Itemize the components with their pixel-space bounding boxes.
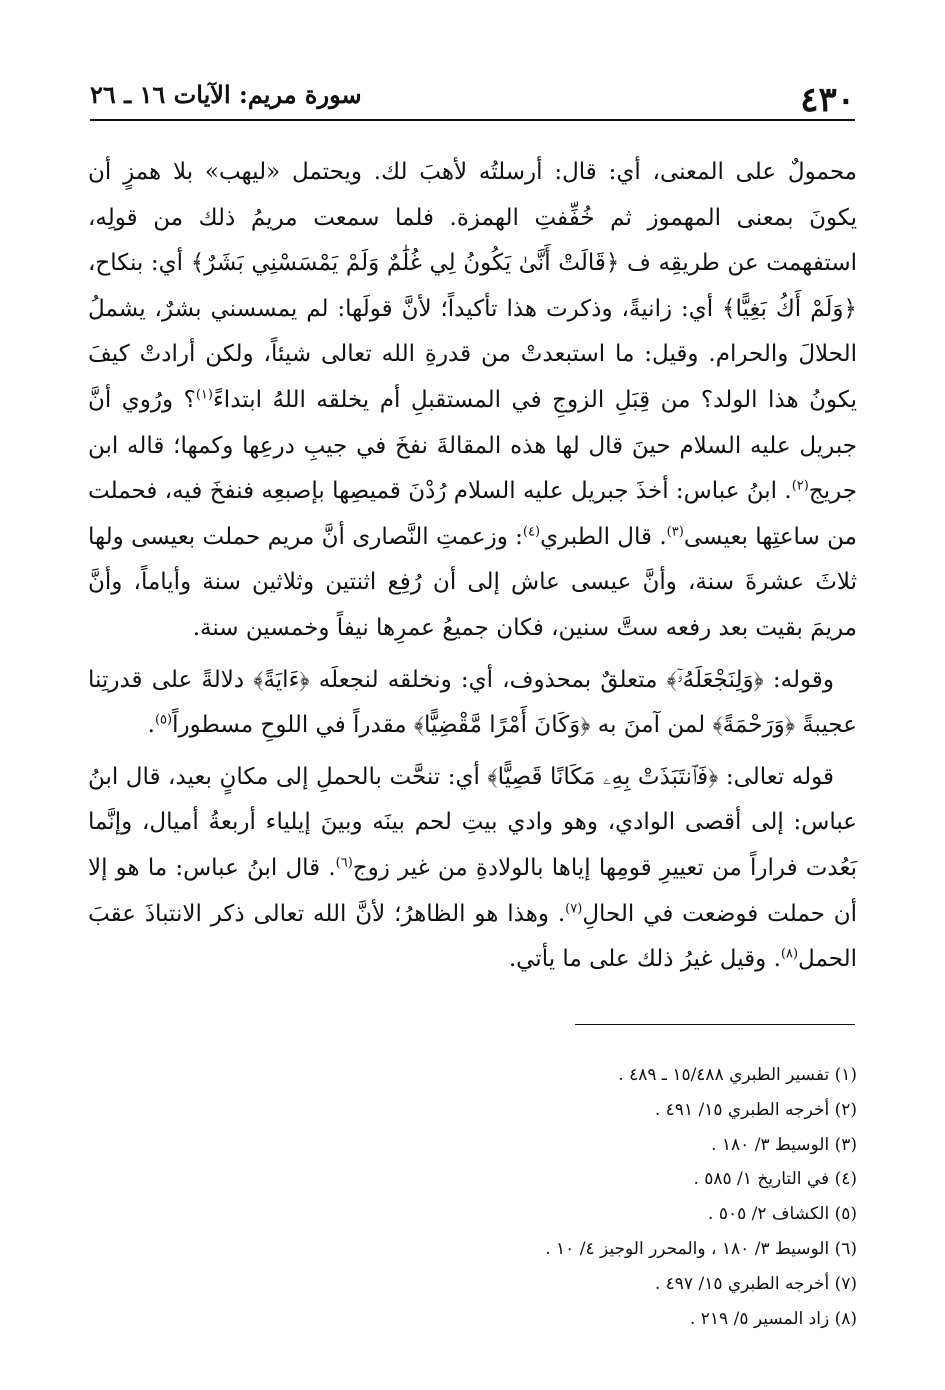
paragraph-text: . وهذا هو الظاهرُ؛ لأنَّ الله تعالى ذكر الانتباذَ عقبَ الحمل <box>88 900 857 973</box>
footnote-ref-3: (٣) <box>666 524 684 540</box>
paragraph-text: . قال ابنُ عباس: ما هو إلا أن حملت فوضعت في الحالِ <box>88 854 858 927</box>
paragraph-text: . قال الطبري <box>540 523 667 550</box>
page-number: ٤٣٠ <box>800 80 855 120</box>
footnote-ref-5: (٥) <box>154 712 173 728</box>
paragraph-text: قوله تعالى: ﴿فَٱنتَبَذَتْ بِهِۦ مَكَانًا قَصِيًّا﴾ أي: تنحَّت بالحملِ إلى مكانٍ بعيد، قال ابنُ عباس: إلى أقصى الوادي، وهو وادي بيتِ لحم بينَه وبينَ إيلياء أربعةُ أميال، وإنَّما بَعُدت فراراً من تعييرِ قومِها إياها بالولادةِ من غير زوج <box>88 763 857 881</box>
paragraph-text: وقوله: ﴿وَلِنَجْعَلَهُۥٓ﴾ متعلقٌ بمحذوف، أي: ونخلقه لنجعلَه ﴿ءَايَةً﴾ دلالةً على قدرتِنا عجيبةً ﴿وَرَحْمَةً﴾ لمن آمنَ به ﴿وَكَانَ أَمْرًا مَّقْضِيًّا﴾ مقدراً في اللوحِ مسطوراً <box>88 666 857 739</box>
main-text <box>88 150 857 983</box>
footnote-ref-1: (١) <box>195 387 213 403</box>
running-title: سورة مريم: الآيات ١٦ ـ ٢٦ <box>90 80 362 109</box>
footnote-ref-6: (٦) <box>335 855 353 871</box>
footnotes-list <box>88 1058 857 1336</box>
footnote-ref-7: (٧) <box>565 900 583 916</box>
paragraph-text: : وزعمتِ النَّصارى أنَّ مريم حملت بعيسى ولها ثلاثَ عشرةَ سنة، وأنَّ عيسى عاش إلى أن رُفِع اثنتين وثلاثين سنة وأياماً، وأنَّ مريمَ بقيت بعد رفعه ستَّ سنين، فكان جميعُ عمرِها نيفاً وخمسين سنة. <box>88 523 857 641</box>
footnote-ref-4: (٤) <box>522 524 541 540</box>
paragraph-text: ؟ ورُوي أنَّ جبريل عليه السلام حينَ قال لها هذه المقالةَ نفخَ في جيبِ درعِها وكمها؛ قاله ابن جريج <box>88 386 857 505</box>
paragraph-text: محمولٌ على المعنى، أي: قال: أرسلتُه لأهبَ لك. ويحتمل «ليهب» بلا همزٍ أن يكونَ بمعنى المهموز ثم خُفِّفتِ الهمزة. فلما سمعت مريمُ ذلك من قولِه، استفهمت عن طريقِه ف ﴿قَالَتْ أَنَّىٰ يَكُونُ لِي غُلَٰمٌ وَلَمْ يَمْسَسْنِي بَشَرٌ﴾ أي: بنكاح، ﴿وَلَمْ أَكُ بَغِيًّا﴾ أي: زانيةً، وذكرت هذا تأكيداً؛ لأنَّ قولَها: لم يمسسني بشرٌ، يشملُ الحلالَ والحرام. وقيل: ما استبعدتْ من قدرةِ الله تعالى شيئاً، ولكن أرادتْ كيفَ يكونُ هذا الولد؟ من قِبَلِ الزوجِ في المستقبلِ أم يخلقه اللهُ ابتداءً <box>88 159 857 413</box>
footnote: (٦) الوسيط ٣/ ١٨٠ ، والمحرر الوجيز ٤/ ١٠ . <box>545 1238 857 1259</box>
footnote: (٤) في التاريخ ١/ ٥٨٥ . <box>693 1169 857 1190</box>
footnote: (٣) الوسيط ٣/ ١٨٠ . <box>711 1134 857 1155</box>
footnote: (٧) أخرجه الطبري ١٥/ ٤٩٧ . <box>654 1273 857 1294</box>
header-rule <box>90 119 855 121</box>
footnote: (٨) زاد المسير ٥/ ٢١٩ . <box>689 1308 857 1329</box>
paragraph-text: . <box>147 712 155 739</box>
paragraph-1 <box>88 150 857 652</box>
paragraph-3 <box>88 755 857 983</box>
paragraph-2 <box>88 658 857 749</box>
footnote: (٥) الكشاف ٢/ ٥٠٥ . <box>708 1204 857 1225</box>
footnote-ref-8: (٨) <box>780 946 799 962</box>
paragraph-text: . ابنُ عباس: أخذَ جبريل عليه السلام رُدْنَ قميصِها بإصبعِه فنفخَ فيه، فحملت من ساعتِها بعيسى <box>88 478 857 550</box>
footnote-ref-2: (٢) <box>791 478 809 494</box>
footnote-separator <box>575 1024 855 1025</box>
page-header <box>90 72 855 120</box>
footnote: (٢) أخرجه الطبري ١٥/ ٤٩١ . <box>654 1099 857 1120</box>
paragraph-text: . وقيل غيرُ ذلك على ما يأتي. <box>508 946 781 973</box>
footnote: (١) تفسير الطبري ١٥/٤٨٨ ـ ٤٨٩ . <box>618 1065 857 1085</box>
